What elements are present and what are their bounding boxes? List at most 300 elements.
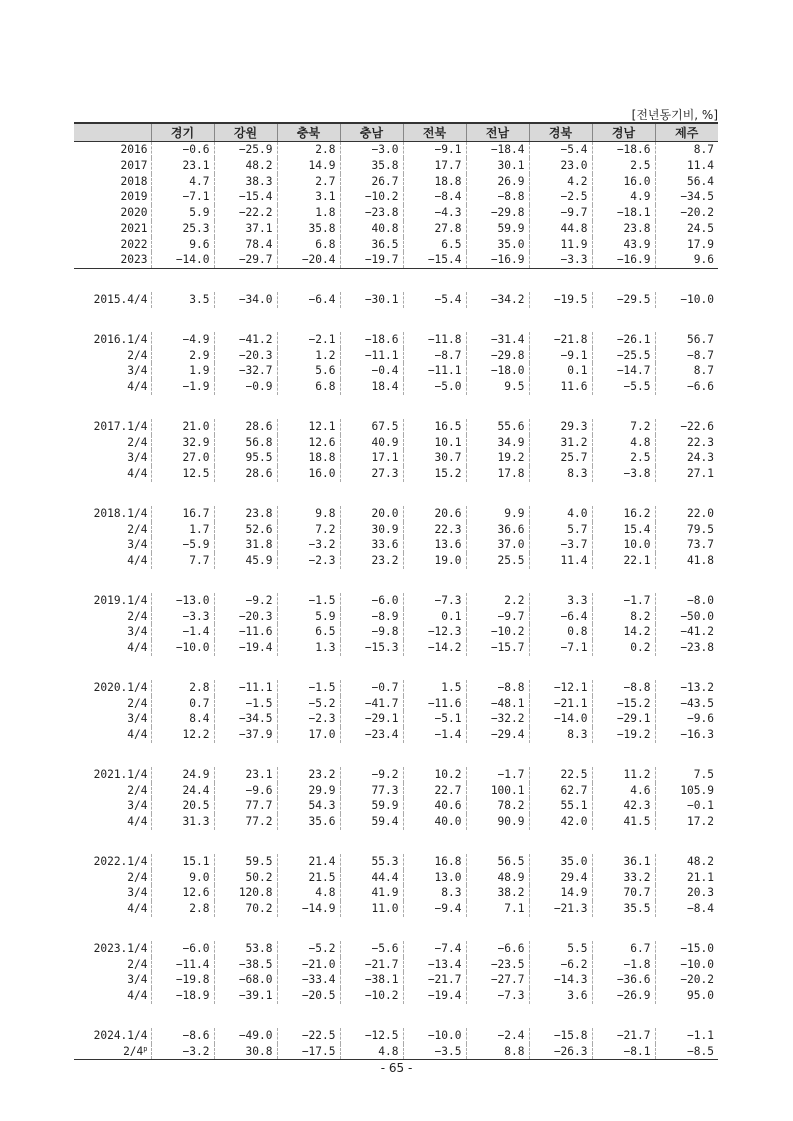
cell-value: −3.8 [592, 466, 655, 482]
cell-value: −5.9 [151, 537, 214, 553]
cell-value: 2.2 [466, 593, 529, 609]
cell-value: 27.0 [151, 450, 214, 466]
column-header: 전북 [403, 123, 466, 142]
cell-value: −2.5 [529, 189, 592, 205]
column-header: 경기 [151, 123, 214, 142]
cell-value: 4.2 [529, 174, 592, 190]
cell-value: −9.6 [655, 711, 718, 727]
cell-value: −20.2 [655, 205, 718, 221]
cell-value: 24.9 [151, 767, 214, 783]
cell-value: 37.1 [214, 221, 277, 237]
cell-value: 28.6 [214, 466, 277, 482]
cell-value: 48.2 [655, 854, 718, 870]
cell-value: 25.7 [529, 450, 592, 466]
cell-value: 25.3 [151, 221, 214, 237]
cell-value: 11.6 [529, 379, 592, 395]
row-period [74, 854, 151, 870]
column-header: 전남 [466, 123, 529, 142]
cell-value: −30.1 [340, 292, 403, 308]
cell-value: −20.4 [277, 252, 340, 268]
cell-value: 1.9 [151, 363, 214, 379]
cell-value: 12.5 [151, 466, 214, 482]
cell-value: −4.3 [403, 205, 466, 221]
cell-value: 56.4 [655, 174, 718, 190]
cell-value: 70.7 [592, 885, 655, 901]
cell-value: −6.6 [466, 941, 529, 957]
cell-value: 7.7 [151, 553, 214, 569]
cell-value: −11.4 [151, 957, 214, 973]
cell-value: 2.5 [592, 158, 655, 174]
cell-value: 11.0 [340, 901, 403, 917]
cell-value: 6.8 [277, 237, 340, 253]
cell-value: −6.4 [529, 609, 592, 625]
cell-value: −5.5 [592, 379, 655, 395]
cell-value: 105.9 [655, 783, 718, 799]
cell-value: −10.2 [340, 988, 403, 1004]
cell-value: 16.0 [277, 466, 340, 482]
cell-value: −18.6 [592, 142, 655, 158]
table-row [74, 435, 718, 451]
cell-value: −11.6 [214, 624, 277, 640]
cell-value: −9.7 [529, 205, 592, 221]
cell-value: 8.2 [592, 609, 655, 625]
period-label: 4/4 [127, 554, 148, 567]
cell-value: −2.3 [277, 711, 340, 727]
period-label: 2/4 [127, 609, 148, 623]
row-period [74, 957, 151, 973]
cell-value: 29.3 [529, 419, 592, 435]
period-label: 2022.1/4 [93, 854, 148, 868]
cell-value: 2.7 [277, 174, 340, 190]
cell-value: 16.7 [151, 506, 214, 522]
cell-value: −18.0 [466, 363, 529, 379]
cell-value: 4.8 [340, 1044, 403, 1060]
cell-value: 5.6 [277, 363, 340, 379]
cell-value: −9.2 [340, 767, 403, 783]
cell-value: 18.8 [277, 450, 340, 466]
cell-value: −23.8 [655, 640, 718, 656]
cell-value: 24.5 [655, 221, 718, 237]
cell-value: −17.5 [277, 1044, 340, 1060]
table-row [74, 783, 718, 799]
cell-value: 17.7 [403, 158, 466, 174]
cell-value: 12.6 [277, 435, 340, 451]
cell-value: 22.1 [592, 553, 655, 569]
cell-value: 30.8 [214, 1044, 277, 1060]
cell-value: −5.0 [403, 379, 466, 395]
cell-value: 21.0 [151, 419, 214, 435]
cell-value: 10.1 [403, 435, 466, 451]
cell-value: 44.8 [529, 221, 592, 237]
cell-value: −6.6 [655, 379, 718, 395]
row-period [74, 158, 151, 174]
group-spacer [74, 656, 718, 680]
cell-value: 7.2 [592, 419, 655, 435]
header-period [74, 123, 151, 142]
cell-value: 48.2 [214, 158, 277, 174]
period-label: 2019.1/4 [93, 593, 148, 607]
cell-value: −43.5 [655, 696, 718, 712]
cell-value: 41.9 [340, 885, 403, 901]
cell-value: −20.3 [214, 348, 277, 364]
preliminary-marker: p [143, 1044, 148, 1053]
cell-value: −8.1 [592, 1044, 655, 1060]
period-label: 2/4 [127, 435, 148, 449]
cell-value: 100.1 [466, 783, 529, 799]
row-period [74, 522, 151, 538]
cell-value: 0.1 [529, 363, 592, 379]
cell-value: 17.2 [655, 814, 718, 830]
cell-value: 22.3 [403, 522, 466, 538]
period-label: 2020 [120, 206, 148, 219]
cell-value: 8.8 [466, 1044, 529, 1060]
cell-value: 11.9 [529, 237, 592, 253]
cell-value: 9.0 [151, 870, 214, 886]
cell-value: −11.1 [214, 680, 277, 696]
cell-value: −50.0 [655, 609, 718, 625]
cell-value: 40.8 [340, 221, 403, 237]
table-row [74, 727, 718, 743]
row-period [74, 435, 151, 451]
period-label: 2/4 [127, 783, 148, 797]
period-label: 2015.4/4 [93, 293, 148, 306]
cell-value: 2.8 [277, 142, 340, 158]
cell-value: 4.7 [151, 174, 214, 190]
table-row [74, 537, 718, 553]
cell-value: −41.2 [214, 332, 277, 348]
cell-value: −19.5 [529, 292, 592, 308]
cell-value: 1.2 [277, 348, 340, 364]
row-period [74, 189, 151, 205]
row-period [74, 798, 151, 814]
table-row [74, 885, 718, 901]
group-spacer [74, 917, 718, 941]
cell-value: −8.8 [466, 680, 529, 696]
cell-value: 35.5 [592, 901, 655, 917]
cell-value: 12.2 [151, 727, 214, 743]
cell-value: 11.4 [655, 158, 718, 174]
cell-value: −23.8 [340, 205, 403, 221]
period-label: 2017.1/4 [93, 419, 148, 433]
cell-value: 3.5 [151, 292, 214, 308]
cell-value: 35.0 [529, 854, 592, 870]
cell-value: 17.1 [340, 450, 403, 466]
cell-value: −14.3 [529, 972, 592, 988]
table-row [74, 680, 718, 696]
cell-value: −49.0 [214, 1028, 277, 1044]
cell-value: −1.1 [655, 1028, 718, 1044]
cell-value: −68.0 [214, 972, 277, 988]
table-row [74, 142, 718, 158]
group-spacer [74, 269, 718, 293]
table-row [74, 466, 718, 482]
cell-value: −38.1 [340, 972, 403, 988]
cell-value: 36.5 [340, 237, 403, 253]
period-label: 2022 [120, 237, 148, 251]
cell-value: 0.8 [529, 624, 592, 640]
cell-value: −48.1 [466, 696, 529, 712]
table-row [74, 711, 718, 727]
cell-value: 41.5 [592, 814, 655, 830]
table-row [74, 988, 718, 1004]
cell-value: −39.1 [214, 988, 277, 1004]
cell-value: 29.9 [277, 783, 340, 799]
cell-value: 27.8 [403, 221, 466, 237]
cell-value: −2.1 [277, 332, 340, 348]
table-row [74, 221, 718, 237]
row-period [74, 450, 151, 466]
cell-value: −9.7 [466, 609, 529, 625]
cell-value: −8.8 [592, 680, 655, 696]
cell-value: 4.9 [592, 189, 655, 205]
period-label: 3/4 [127, 973, 148, 987]
period-label: 4/4 [127, 989, 148, 1002]
cell-value: 44.4 [340, 870, 403, 886]
row-period [74, 363, 151, 379]
period-label: 2/4 [123, 1044, 144, 1058]
cell-value: 21.4 [277, 854, 340, 870]
cell-value: 3.3 [529, 593, 592, 609]
group-spacer [74, 482, 718, 506]
cell-value: 9.8 [277, 506, 340, 522]
cell-value: 23.1 [214, 767, 277, 783]
cell-value: 56.5 [466, 854, 529, 870]
cell-value: 23.8 [214, 506, 277, 522]
cell-value: −11.1 [340, 348, 403, 364]
cell-value: 27.3 [340, 466, 403, 482]
group-spacer [74, 743, 718, 767]
cell-value: 35.0 [466, 237, 529, 253]
cell-value: 20.0 [340, 506, 403, 522]
cell-value: −3.3 [529, 252, 592, 268]
period-label: 4/4 [127, 380, 148, 393]
cell-value: −13.2 [655, 680, 718, 696]
cell-value: 22.0 [655, 506, 718, 522]
column-header: 충북 [277, 123, 340, 142]
cell-value: 13.0 [403, 870, 466, 886]
group-spacer [74, 830, 718, 854]
row-period [74, 624, 151, 640]
group-spacer [74, 1004, 718, 1028]
cell-value: −13.4 [403, 957, 466, 973]
cell-value: −15.2 [592, 696, 655, 712]
cell-value: −19.7 [340, 252, 403, 268]
period-label: 4/4 [127, 467, 148, 480]
cell-value: −11.1 [403, 363, 466, 379]
cell-value: −3.5 [403, 1044, 466, 1060]
cell-value: 30.1 [466, 158, 529, 174]
table-row [74, 348, 718, 364]
row-period [74, 783, 151, 799]
cell-value: 10.2 [403, 767, 466, 783]
period-label: 2018.1/4 [93, 506, 148, 520]
column-header: 경남 [592, 123, 655, 142]
cell-value: −0.4 [340, 363, 403, 379]
row-period [74, 174, 151, 190]
cell-value: −31.4 [466, 332, 529, 348]
cell-value: −16.9 [592, 252, 655, 268]
period-label: 2023.1/4 [93, 941, 148, 955]
cell-value: −15.4 [403, 252, 466, 268]
period-label: 2/4 [127, 522, 148, 536]
period-label: 2/4 [127, 348, 148, 362]
cell-value: 1.5 [403, 680, 466, 696]
cell-value: −5.1 [403, 711, 466, 727]
cell-value: 5.9 [277, 609, 340, 625]
cell-value: 2.8 [151, 680, 214, 696]
cell-value: 52.6 [214, 522, 277, 538]
cell-value: −1.4 [151, 624, 214, 640]
cell-value: 5.7 [529, 522, 592, 538]
cell-value: 16.8 [403, 854, 466, 870]
table-row [74, 363, 718, 379]
cell-value: 40.9 [340, 435, 403, 451]
cell-value: 67.5 [340, 419, 403, 435]
period-label: 2017 [120, 158, 148, 172]
cell-value: 56.7 [655, 332, 718, 348]
cell-value: −41.7 [340, 696, 403, 712]
cell-value: −8.9 [340, 609, 403, 625]
cell-value: 95.0 [655, 988, 718, 1004]
cell-value: −3.0 [340, 142, 403, 158]
cell-value: −21.1 [529, 696, 592, 712]
cell-value: 29.4 [529, 870, 592, 886]
cell-value: −8.4 [403, 189, 466, 205]
cell-value: −34.5 [214, 711, 277, 727]
table-body [74, 142, 718, 1060]
cell-value: 20.5 [151, 798, 214, 814]
row-period [74, 332, 151, 348]
cell-value: 28.6 [214, 419, 277, 435]
table-row [74, 205, 718, 221]
cell-value: 9.9 [466, 506, 529, 522]
cell-value: −18.4 [466, 142, 529, 158]
table-row [74, 506, 718, 522]
cell-value: −19.4 [214, 640, 277, 656]
cell-value: 3.6 [529, 988, 592, 1004]
cell-value: −34.2 [466, 292, 529, 308]
cell-value: 79.5 [655, 522, 718, 538]
cell-value: 17.9 [655, 237, 718, 253]
cell-value: −14.7 [592, 363, 655, 379]
cell-value: 18.4 [340, 379, 403, 395]
cell-value: 77.2 [214, 814, 277, 830]
cell-value: −8.4 [655, 901, 718, 917]
period-label: 3/4 [127, 625, 148, 639]
cell-value: −9.4 [403, 901, 466, 917]
cell-value: −19.2 [592, 727, 655, 743]
cell-value: 11.4 [529, 553, 592, 569]
cell-value: −0.6 [151, 142, 214, 158]
cell-value: 35.8 [340, 158, 403, 174]
row-period [74, 727, 151, 743]
table-row [74, 957, 718, 973]
cell-value: 43.9 [592, 237, 655, 253]
column-header: 경북 [529, 123, 592, 142]
cell-value: 12.1 [277, 419, 340, 435]
row-period [74, 466, 151, 482]
cell-value: −18.1 [592, 205, 655, 221]
table-row [74, 189, 718, 205]
cell-value: 53.8 [214, 941, 277, 957]
cell-value: 31.3 [151, 814, 214, 830]
cell-value: 26.7 [340, 174, 403, 190]
cell-value: −9.1 [403, 142, 466, 158]
table-row [74, 252, 718, 268]
cell-value: −11.8 [403, 332, 466, 348]
cell-value: 7.2 [277, 522, 340, 538]
cell-value: 54.3 [277, 798, 340, 814]
cell-value: 4.8 [592, 435, 655, 451]
cell-value: 15.4 [592, 522, 655, 538]
cell-value: 19.0 [403, 553, 466, 569]
cell-value: 6.7 [592, 941, 655, 957]
cell-value: 7.5 [655, 767, 718, 783]
cell-value: −8.7 [403, 348, 466, 364]
cell-value: 25.5 [466, 553, 529, 569]
cell-value: 32.9 [151, 435, 214, 451]
row-period [74, 870, 151, 886]
cell-value: −29.1 [340, 711, 403, 727]
cell-value: 2.9 [151, 348, 214, 364]
cell-value: 10.0 [592, 537, 655, 553]
cell-value: 42.3 [592, 798, 655, 814]
cell-value: 8.7 [655, 363, 718, 379]
row-period [74, 553, 151, 569]
row-period [74, 1028, 151, 1044]
cell-value: −10.0 [403, 1028, 466, 1044]
table-row [74, 522, 718, 538]
table-row [74, 798, 718, 814]
table-row [74, 379, 718, 395]
cell-value: 95.5 [214, 450, 277, 466]
table-row [74, 158, 718, 174]
cell-value: −0.7 [340, 680, 403, 696]
cell-value: −10.0 [655, 292, 718, 308]
cell-value: −21.3 [529, 901, 592, 917]
cell-value: 8.4 [151, 711, 214, 727]
table-row [74, 450, 718, 466]
group-spacer [74, 569, 718, 593]
cell-value: 6.8 [277, 379, 340, 395]
cell-value: 13.6 [403, 537, 466, 553]
cell-value: −34.0 [214, 292, 277, 308]
cell-value: −4.9 [151, 332, 214, 348]
cell-value: −7.3 [403, 593, 466, 609]
cell-value: −6.2 [529, 957, 592, 973]
cell-value: 5.9 [151, 205, 214, 221]
cell-value: −8.0 [655, 593, 718, 609]
cell-value: 14.2 [592, 624, 655, 640]
cell-value: 17.0 [277, 727, 340, 743]
cell-value: 7.1 [466, 901, 529, 917]
cell-value: 4.8 [277, 885, 340, 901]
cell-value: −29.5 [592, 292, 655, 308]
cell-value: −25.9 [214, 142, 277, 158]
cell-value: 55.3 [340, 854, 403, 870]
cell-value: 8.7 [655, 142, 718, 158]
cell-value: −33.4 [277, 972, 340, 988]
cell-value: 78.2 [466, 798, 529, 814]
row-period [74, 680, 151, 696]
cell-value: 15.1 [151, 854, 214, 870]
row-period [74, 901, 151, 917]
cell-value: −1.8 [592, 957, 655, 973]
cell-value: −21.7 [403, 972, 466, 988]
period-label: 3/4 [127, 712, 148, 726]
cell-value: −23.5 [466, 957, 529, 973]
cell-value: 0.2 [592, 640, 655, 656]
